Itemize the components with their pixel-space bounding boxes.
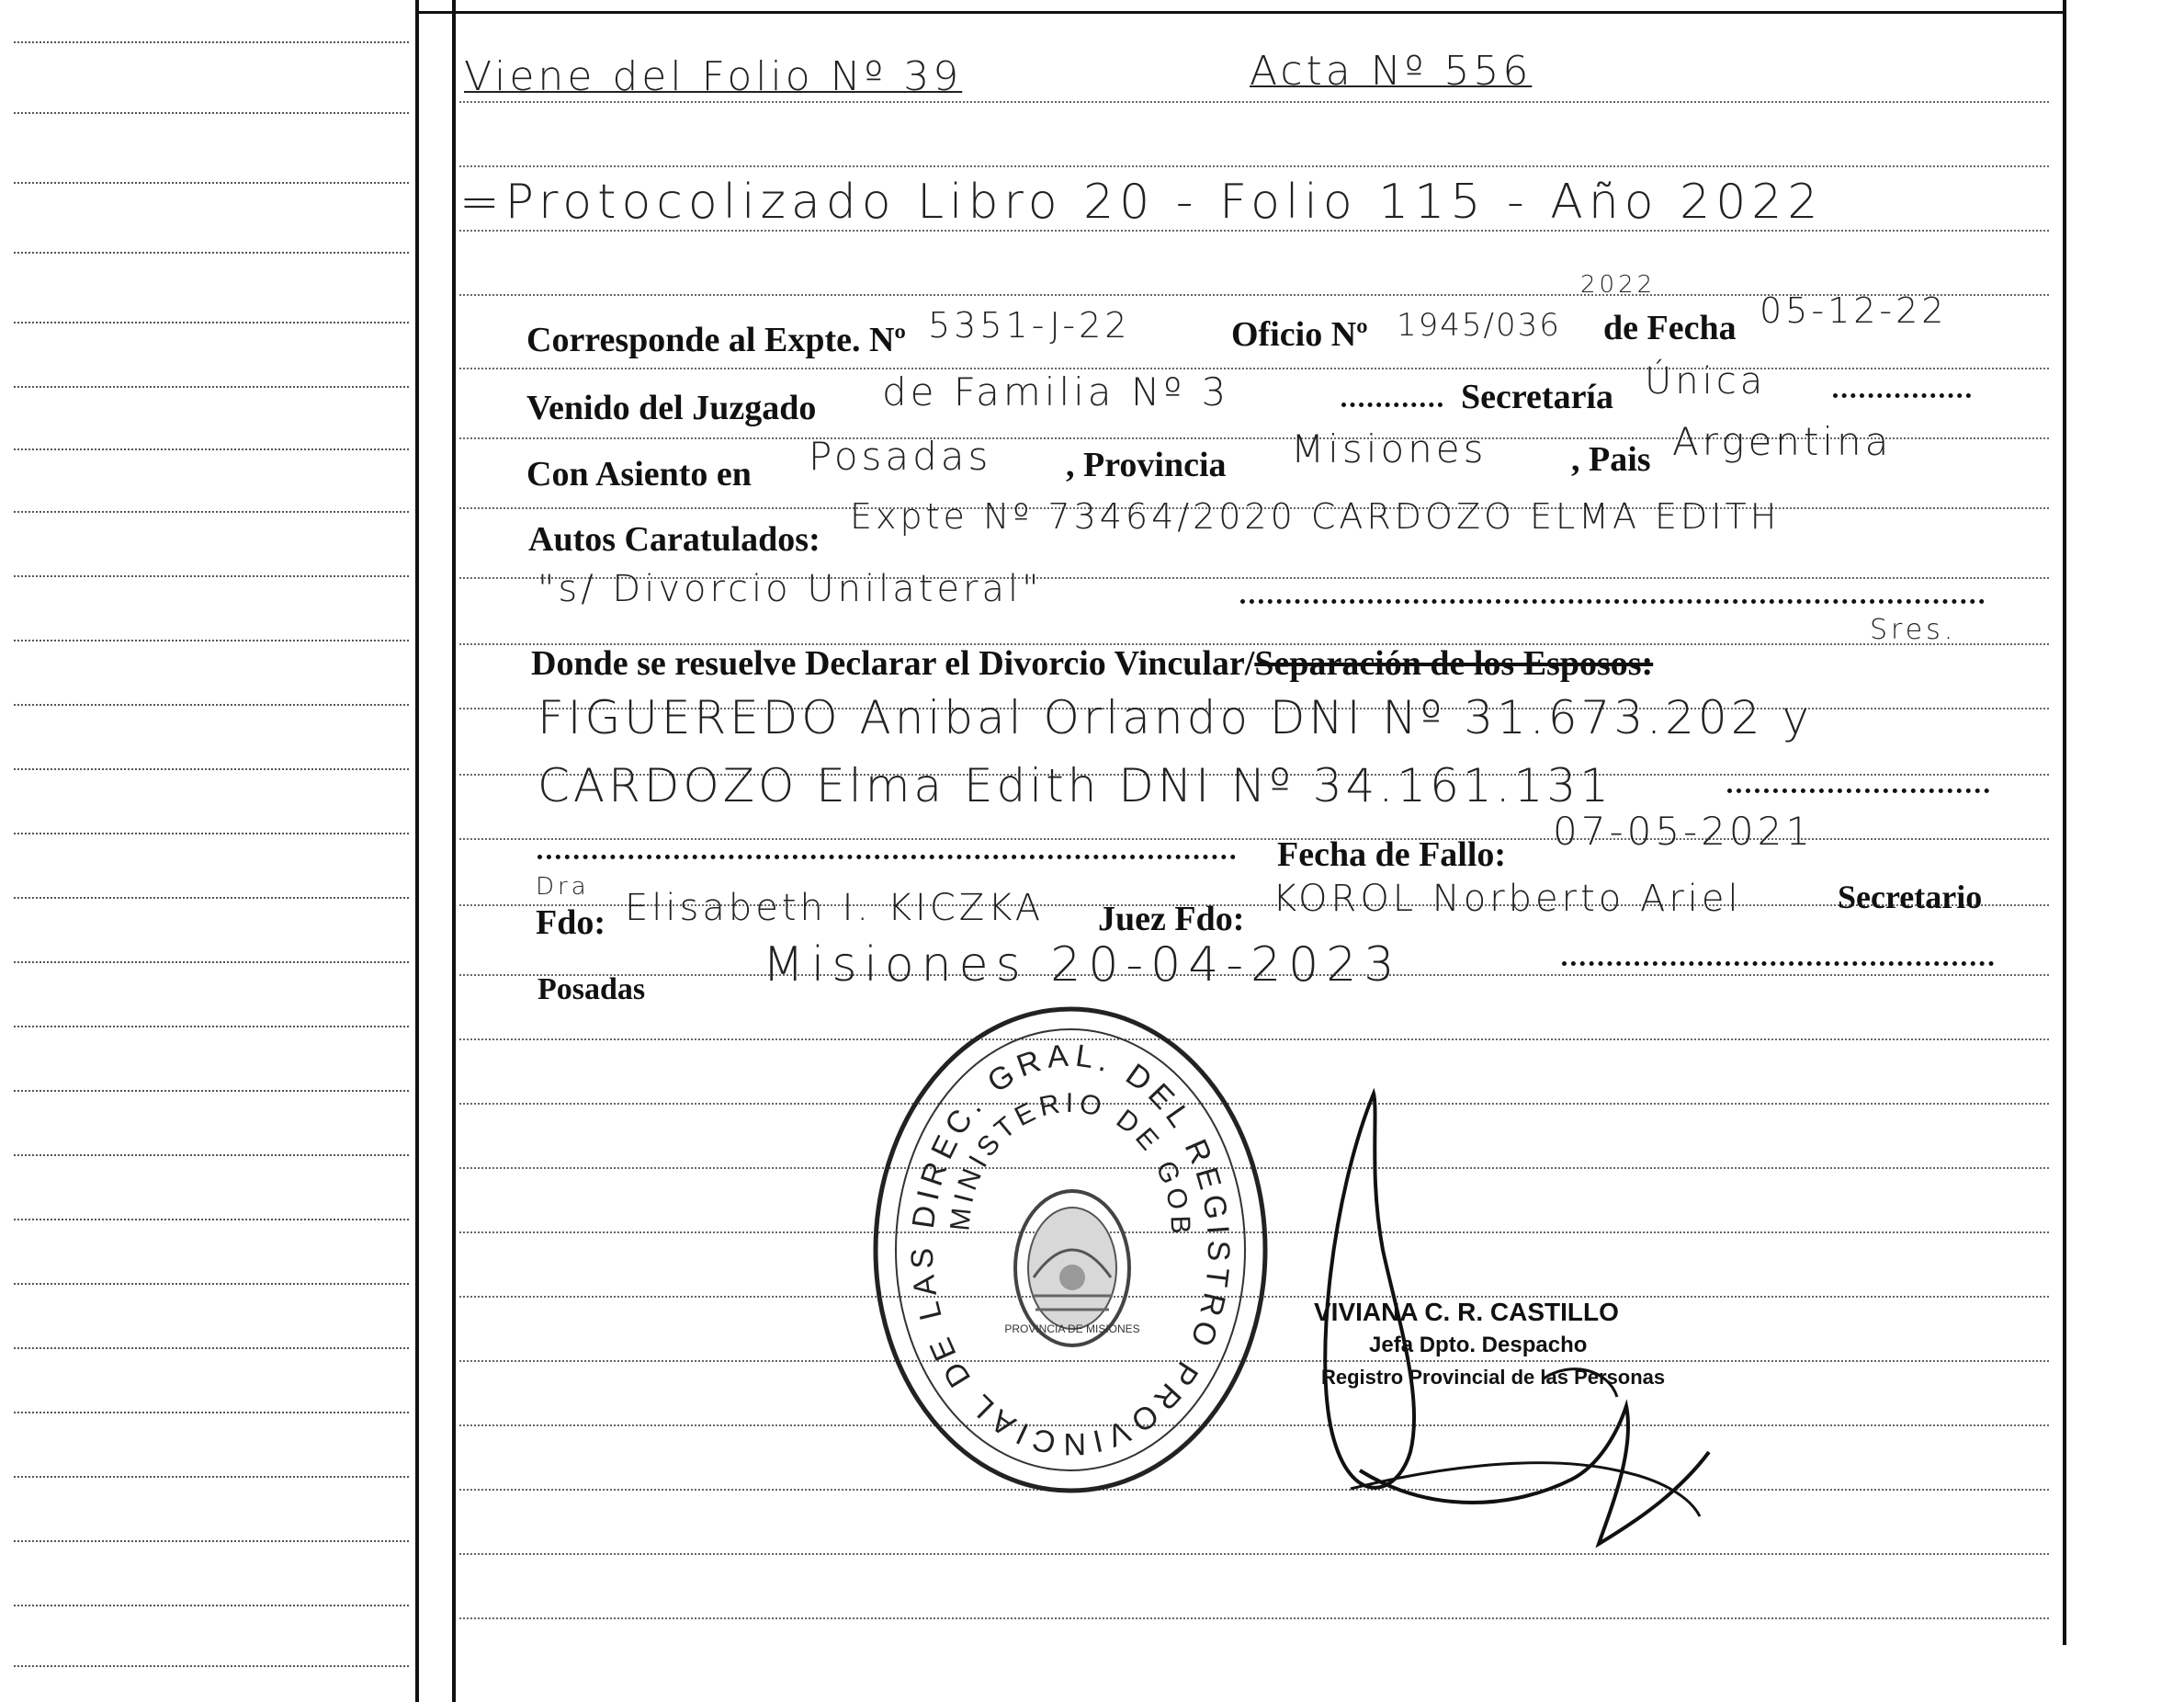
page-rule: [459, 101, 2049, 103]
venido-label: Venido del Juzgado: [526, 389, 817, 427]
left-ledger-column: [0, 0, 418, 1702]
left-rule: [14, 704, 409, 706]
page-rule: [459, 368, 2049, 369]
official-signature: [1296, 1084, 1764, 1562]
fdo-label: Fdo:: [536, 903, 605, 942]
signer-title: Jefa Dpto. Despacho: [1369, 1333, 1588, 1357]
fill-dots: [1240, 599, 1985, 604]
fecha-value: 05-12-22: [1760, 290, 1948, 331]
fill-dots: [1562, 961, 1994, 966]
page-rule: [459, 1617, 2049, 1619]
resuelve-struck-text: Separación de los Esposos:: [1254, 644, 1654, 683]
margin-line: [415, 0, 419, 1702]
signer-name: VIVIANA C. R. CASTILLO: [1314, 1298, 1619, 1326]
left-rule: [14, 252, 409, 254]
left-rule: [14, 1283, 409, 1285]
left-rule: [14, 322, 409, 323]
left-rule: [14, 41, 409, 43]
party-1: FIGUEREDO Anibal Orlando DNI Nº 31.673.202 y: [538, 691, 1813, 744]
juez-label: Juez Fdo:: [1098, 900, 1245, 938]
page-rule: [459, 230, 2049, 232]
left-rule: [14, 1347, 409, 1349]
fill-dots: [1341, 403, 1443, 407]
fill-dots: [538, 855, 1236, 859]
left-rule: [14, 833, 409, 834]
expte-value: 5351-J-22: [928, 305, 1131, 346]
asiento-value: Posadas: [809, 434, 992, 479]
left-rule: [14, 897, 409, 899]
place-value: Misiones 20-04-2023: [763, 937, 1402, 993]
fecha-label: de Fecha: [1603, 309, 1737, 347]
resuelve-label: [531, 643, 1653, 684]
seal-graphic: [868, 1002, 1273, 1498]
left-rule: [14, 1090, 409, 1092]
left-rule: [14, 182, 409, 184]
left-rule: [14, 1605, 409, 1606]
left-rule: [14, 640, 409, 641]
registry-seal: [868, 1002, 1273, 1498]
left-rule: [14, 1219, 409, 1220]
left-rule: [14, 112, 409, 114]
secretary-value: KOROL Norberto Ariel: [1273, 878, 1742, 920]
fill-dots: [1833, 393, 1971, 398]
judge-value: Elisabeth I. KICZKA: [625, 887, 1045, 929]
pais-label: , Pais: [1571, 440, 1651, 479]
left-rule: [14, 1540, 409, 1542]
emblem-text: PROVINCIA DE MISIONES: [1004, 1322, 1140, 1335]
left-rule: [14, 575, 409, 577]
autos-label: Autos Caratulados:: [528, 520, 820, 559]
left-rule: [14, 1026, 409, 1027]
party-2: CARDOZO Elma Edith DNI Nº 34.161.131: [538, 759, 1613, 812]
asiento-label: Con Asiento en: [526, 455, 752, 494]
provincia-label: , Provincia: [1066, 446, 1227, 484]
provincia-value: Misiones: [1291, 426, 1488, 471]
page-rule: [459, 165, 2049, 167]
oficio-year: 2022: [1580, 271, 1657, 299]
seal-outer-textpath: DIREC. GRAL. DEL REGISTRO PROVINCIAL DE LAS: [904, 1038, 1237, 1462]
fallo-label: Fecha de Fallo:: [1277, 835, 1507, 874]
left-rule: [14, 961, 409, 963]
margin-line: [452, 0, 456, 1702]
right-border-line: [2063, 0, 2066, 1645]
left-rule: [14, 511, 409, 513]
left-rule: [14, 1412, 409, 1413]
juzgado-value: de Familia Nº 3: [882, 369, 1230, 414]
page-rule: [459, 1553, 2049, 1555]
acta-line: Acta Nº 556: [1250, 48, 1533, 95]
autos-value-1: Expte Nº 73464/2020 CARDOZO ELMA EDITH: [850, 496, 1781, 537]
autos-value-2: "s/ Divorcio Unilateral": [538, 568, 1043, 610]
top-border-line: [418, 11, 2063, 14]
pais-value: Argentina: [1672, 419, 1893, 464]
corresponde-label: Corresponde al Expte. Nº: [526, 321, 906, 359]
oficio-value: 1945/036: [1397, 307, 1561, 344]
left-rule: [14, 1154, 409, 1156]
resuelve-text: Donde se resuelve Declarar el Divorcio Vincular/: [531, 644, 1255, 683]
resuelve-value: Sres.: [1870, 614, 1957, 646]
seal-inner-textpath: MINISTERIO DE GOB: [945, 1087, 1196, 1240]
folio-line: Viene del Folio Nº 39: [464, 53, 963, 100]
left-rule: [14, 386, 409, 388]
fill-dots: [1727, 789, 1989, 793]
fallo-value: 07-05-2021: [1553, 809, 1815, 854]
protocol-line: =Protocolizado Libro 20 - Folio 115 - Año 2022: [459, 175, 1824, 230]
secretaria-value: Única: [1645, 360, 1767, 403]
left-rule: [14, 1665, 409, 1667]
secretario-label: Secretario: [1838, 879, 1983, 915]
left-rule: [14, 1476, 409, 1478]
dra-prefix: Dra: [536, 873, 590, 901]
left-rule: [14, 448, 409, 450]
place-label: Posadas: [538, 972, 646, 1006]
secretaria-label: Secretaría: [1461, 378, 1613, 416]
oficio-label: Oficio Nº: [1231, 315, 1368, 354]
left-rule: [14, 768, 409, 770]
signer-office: Registro Provincial de las Personas: [1321, 1366, 1666, 1389]
